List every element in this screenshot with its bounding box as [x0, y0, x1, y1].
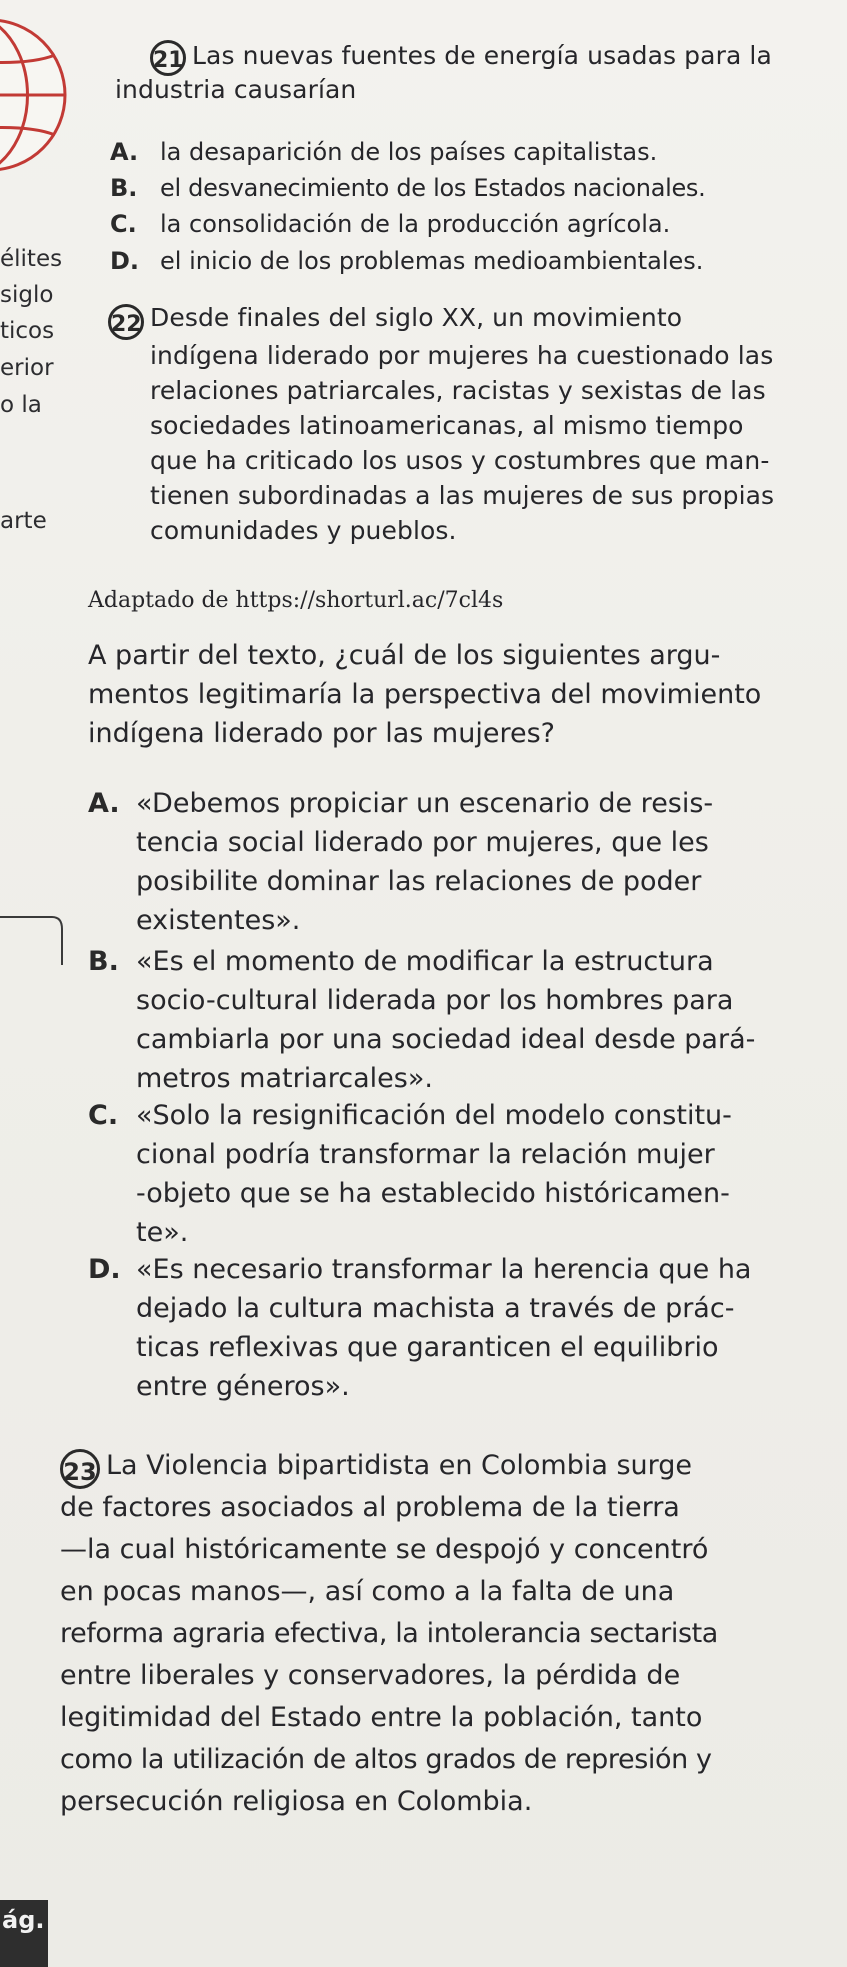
option-line: socio-cultural liderada por los hombres para: [136, 985, 734, 1016]
option-line: ticas reflexivas que garanticen el equilibrio: [136, 1332, 719, 1363]
option-line: cional podría transformar la relación mujer: [136, 1139, 715, 1170]
q21-option-d[interactable]: [110, 243, 703, 279]
option-letter: B.: [88, 946, 119, 977]
margin-word: élites: [0, 246, 63, 272]
option-letter: D.: [110, 247, 140, 275]
q21-option-c[interactable]: [110, 206, 670, 242]
margin-word: siglo: [0, 282, 54, 308]
q22-option-a[interactable]: [88, 784, 713, 940]
margin-word: ticos: [0, 318, 55, 344]
source-citation: Adaptado de https://shorturl.ac/7cl4s: [88, 588, 504, 613]
question-22-passage-cont: [150, 338, 774, 548]
passage-line: persecución religiosa en Colombia.: [60, 1786, 533, 1817]
question-23-passage-first: [106, 1446, 692, 1485]
passage-line: reforma agraria efectiva, la intolerancia sectarista: [60, 1618, 718, 1649]
passage-line: legitimidad del Estado entre la población, tanto: [60, 1702, 703, 1733]
option-line: «Es el momento de modificar la estructura: [136, 946, 714, 977]
passage-line: sociedades latinoamericanas, al mismo tiempo: [150, 411, 744, 440]
option-line: posibilite dominar las relaciones de poder: [136, 866, 702, 897]
option-letter: D.: [88, 1254, 121, 1285]
passage-line: en pocas manos—, así como a la falta de una: [60, 1576, 675, 1607]
option-letter: A.: [110, 138, 139, 166]
prompt-line: indígena liderado por las mujeres?: [88, 718, 555, 749]
option-text: el inicio de los problemas medioambientales.: [160, 247, 704, 275]
q22-option-b[interactable]: [88, 942, 755, 1098]
option-text: la desaparición de los países capitalistas.: [160, 138, 658, 166]
passage-line: entre liberales y conservadores, la pérdida de: [60, 1660, 681, 1691]
passage-line: como la utilización de altos grados de represión y: [60, 1744, 712, 1775]
prompt-line: mentos legitimaría la perspectiva del movimiento: [88, 679, 762, 710]
passage-line: tienen subordinadas a las mujeres de sus propias: [150, 481, 775, 510]
passage-line: de factores asociados al problema de la tierra: [60, 1492, 680, 1523]
margin-word: erior: [0, 355, 54, 381]
margin-word: o la: [0, 392, 42, 418]
passage-line: La Violencia bipartidista en Colombia surge: [106, 1450, 693, 1481]
question-23-passage: [60, 1487, 718, 1823]
passage-line: que ha criticado los usos y costumbres que man-: [150, 446, 770, 475]
question-number-22: 22: [108, 304, 144, 340]
option-line: «Solo la resignificación del modelo constitu-: [136, 1100, 732, 1131]
option-letter: C.: [88, 1100, 119, 1131]
passage-line: comunidades y pueblos.: [150, 516, 457, 545]
question-number-21: 21: [150, 40, 186, 76]
option-line: entre géneros».: [136, 1371, 350, 1402]
passage-line: relaciones patriarcales, racistas y sexistas de las: [150, 376, 766, 405]
margin-word: arte: [0, 508, 47, 534]
option-text: el desvanecimiento de los Estados nacionales.: [160, 174, 706, 202]
option-line: «Es necesario transformar la herencia que ha: [136, 1254, 752, 1285]
option-letter: B.: [110, 174, 138, 202]
question-21-stem-cont: [115, 72, 356, 107]
q21-stem-line: industria causarían: [115, 75, 357, 104]
passage-line: indígena liderado por mujeres ha cuestionado las: [150, 341, 774, 370]
question-22-prompt: [88, 636, 761, 753]
question-number-23: 23: [60, 1449, 100, 1489]
globe-illustration: [0, 0, 90, 200]
option-line: «Debemos propiciar un escenario de resis-: [136, 788, 714, 819]
page-tag-label: ág.: [2, 1906, 45, 1934]
question-21-stem: [192, 38, 772, 73]
option-letter: C.: [110, 210, 137, 238]
option-line: dejado la cultura machista a través de prác-: [136, 1293, 735, 1324]
q22-option-c[interactable]: [88, 1096, 732, 1252]
option-line: metros matriarcales».: [136, 1063, 433, 1094]
option-text: la consolidación de la producción agrícola.: [160, 210, 671, 238]
passage-line: —la cual históricamente se despojó y concentró: [60, 1534, 709, 1565]
q21-option-b[interactable]: [110, 170, 705, 206]
question-22-passage: [150, 300, 682, 335]
q21-option-a[interactable]: [110, 134, 657, 170]
option-line: te».: [136, 1217, 189, 1248]
option-line: existentes».: [136, 905, 301, 936]
passage-line: Desde finales del siglo XX, un movimiento: [150, 303, 683, 332]
q22-option-d[interactable]: [88, 1250, 751, 1406]
option-line: -objeto que se ha establecido históricamen-: [136, 1178, 730, 1209]
prompt-line: A partir del texto, ¿cuál de los siguientes argu-: [88, 640, 721, 671]
option-line: cambiarla por una sociedad ideal desde pará-: [136, 1024, 756, 1055]
q21-stem-line: Las nuevas fuentes de energía usadas para la: [192, 41, 772, 70]
option-line: tencia social liderado por mujeres, que les: [136, 827, 709, 858]
option-letter: A.: [88, 788, 120, 819]
margin-bracket: [0, 905, 90, 965]
